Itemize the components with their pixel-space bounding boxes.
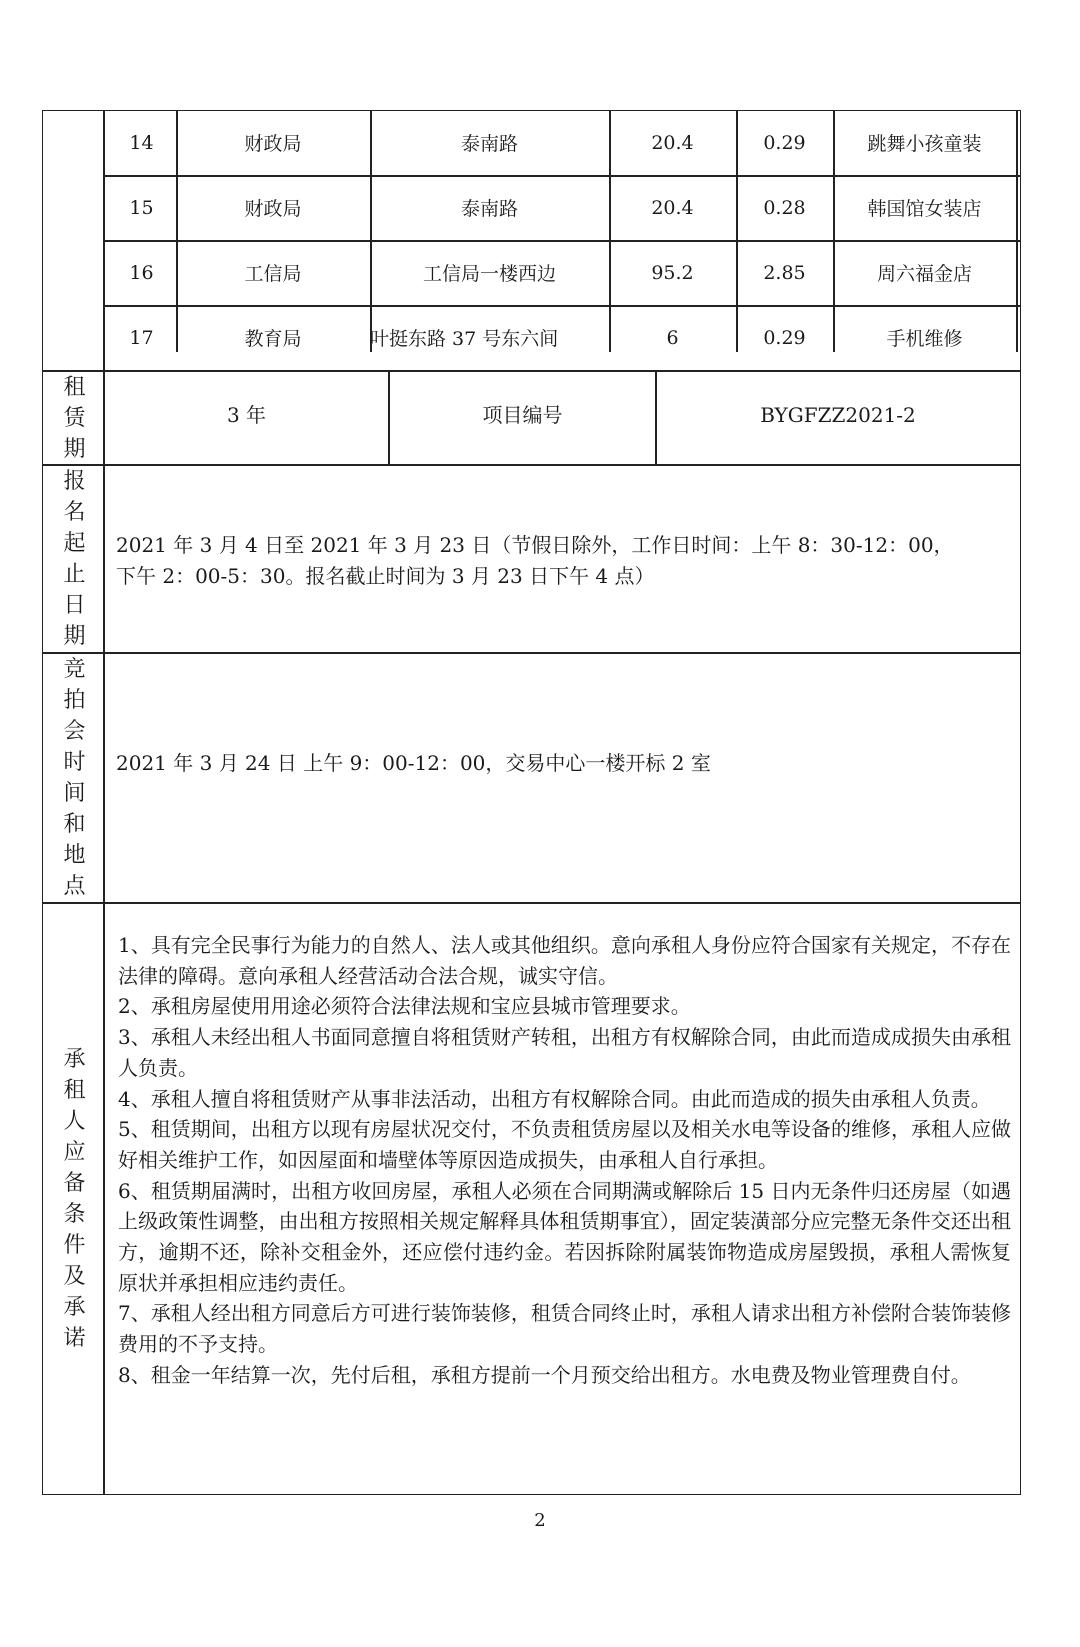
section-divider [42,652,1021,654]
section-divider [42,902,1021,904]
row-area: 6 [666,326,679,349]
label-char: 报 [63,469,86,494]
lease-label [44,372,105,464]
row-rent: 0.29 [763,326,806,349]
condition-item: 1、具有完全民事行为能力的自然人、法人或其他组织。意向承租人身份应符合国家有关规定，不存在法律的障碍。意向承租人经营活动合法合规，诚实守信。 [118,933,1011,988]
row-location: 叶挺东路 37 号东六间 [370,328,559,350]
label-char: 竞 [63,657,86,682]
row-unit: 教育局 [244,328,302,350]
registration-line-2: 下午 2：00-5：30。报名截止时间为 3 月 23 日下午 4 点） [116,564,655,588]
label-char: 备 [63,1171,86,1196]
row-location: 工信局一楼西边 [422,263,556,285]
row-area: 20.4 [651,131,694,154]
label-char: 应 [63,1140,86,1165]
label-char: 点 [63,874,86,899]
conditions-label [44,1040,105,1358]
label-char: 地 [63,843,86,868]
row-unit: 工信局 [244,263,302,285]
row-area: 95.2 [651,261,694,284]
label-char: 时 [63,750,86,775]
section-divider [42,464,1021,466]
condition-item: 4、承租人擅自将租赁财产从事非法活动，出租方有权解除合同。由此而造成的损失由承租人负责。 [118,1086,991,1111]
label-char: 间 [63,781,86,806]
label-char: 会 [63,719,86,744]
row-rent: 0.28 [763,196,806,219]
table-row [107,175,1019,240]
label-char: 拍 [63,688,86,713]
condition-item: 6、租赁期届满时，出租方收回房屋，承租人必须在合同期满或解除后 15 日内无条件归还房屋（如遇上级政策性调整，由出租方按照相关规定解释具体租赁期事宜），固定装潢部分应完整无条件交还出租方，逾期不还，除补交租金外，还应偿付违约金。若因拆除附属装饰物造成房屋毁损，承租人需恢复原状并承担相应违约责任。 [118,1178,1011,1295]
label-char: 和 [63,812,86,837]
label-char: 条 [63,1202,86,1227]
table-row [107,110,1019,175]
row-no: 15 [129,196,154,219]
row-rent: 2.85 [763,261,806,284]
condition-item: 2、承租房屋使用用途必须符合法律法规和宝应县城市管理要求。 [118,994,691,1019]
row-unit: 财政局 [244,198,302,220]
label-char: 起 [63,531,86,556]
project-no: BYGFZZ2021-2 [760,403,916,427]
row-tenant: 手机维修 [886,328,963,350]
row-no: 17 [129,326,154,349]
row-unit: 财政局 [244,133,302,155]
condition-item: 8、租金一年结算一次，先付后租，承租方提前一个月预交给出租方。水电费及物业管理费自付。 [118,1362,971,1387]
condition-item: 7、承租人经出租方同意后方可进行装饰装修，租赁合同终止时，承租人请求出租方补偿附合装饰装修费用的不予支持。 [118,1301,1011,1357]
label-char: 承 [63,1295,86,1320]
label-char: 赁 [63,405,86,431]
label-char: 名 [63,500,86,525]
label-char: 日 [63,593,86,618]
label-char: 租 [63,374,86,400]
page-number: 2 [534,1510,546,1531]
row-no: 14 [129,131,154,154]
auction-text: 2021 年 3 月 24 日 上午 9：00-12：00，交易中心一楼开标 2 室 [116,751,711,775]
row-tenant: 跳舞小孩童装 [867,133,982,155]
label-char: 止 [63,562,86,587]
label-char: 承 [63,1047,86,1072]
project-no-label: 项目编号 [482,403,563,427]
label-char: 诺 [63,1326,86,1351]
row-no: 16 [129,261,154,284]
auction-label [44,654,105,902]
label-char: 租 [63,1078,86,1103]
section-divider [42,370,1021,372]
table-row [107,305,1019,370]
row-tenant: 周六福金店 [876,263,972,285]
label-char: 人 [63,1109,86,1134]
conditions-list [118,930,1011,1391]
row-location: 泰南路 [460,198,518,220]
registration-line-1: 2021 年 3 月 4 日至 2021 年 3 月 23 日（节假日除外，工作日时间：上午 8：30-12：00， [116,533,954,557]
condition-item: 3、承租人未经出租人书面同意擅自将租赁财产转租，出租方有权解除合同，由此而造成成损失由承租人负责。 [118,1025,1011,1080]
lease-term: 3 年 [226,403,267,427]
table-row [107,240,1019,305]
label-char: 期 [63,624,86,649]
registration-label [44,466,105,652]
row-rent: 0.29 [763,131,806,154]
label-char: 期 [63,436,86,462]
condition-item: 5、租赁期间，出租方以现有房屋状况交付，不负责租赁房屋以及相关水电等设备的维修，承租人应做好相关维护工作，如因屋面和墙壁体等原因造成损失，由承租人自行承担。 [118,1117,1011,1172]
row-tenant: 韩国馆女装店 [867,198,982,220]
label-char: 件 [63,1233,86,1258]
row-area: 20.4 [651,196,694,219]
label-char: 及 [63,1264,86,1289]
row-location: 泰南路 [460,133,518,155]
